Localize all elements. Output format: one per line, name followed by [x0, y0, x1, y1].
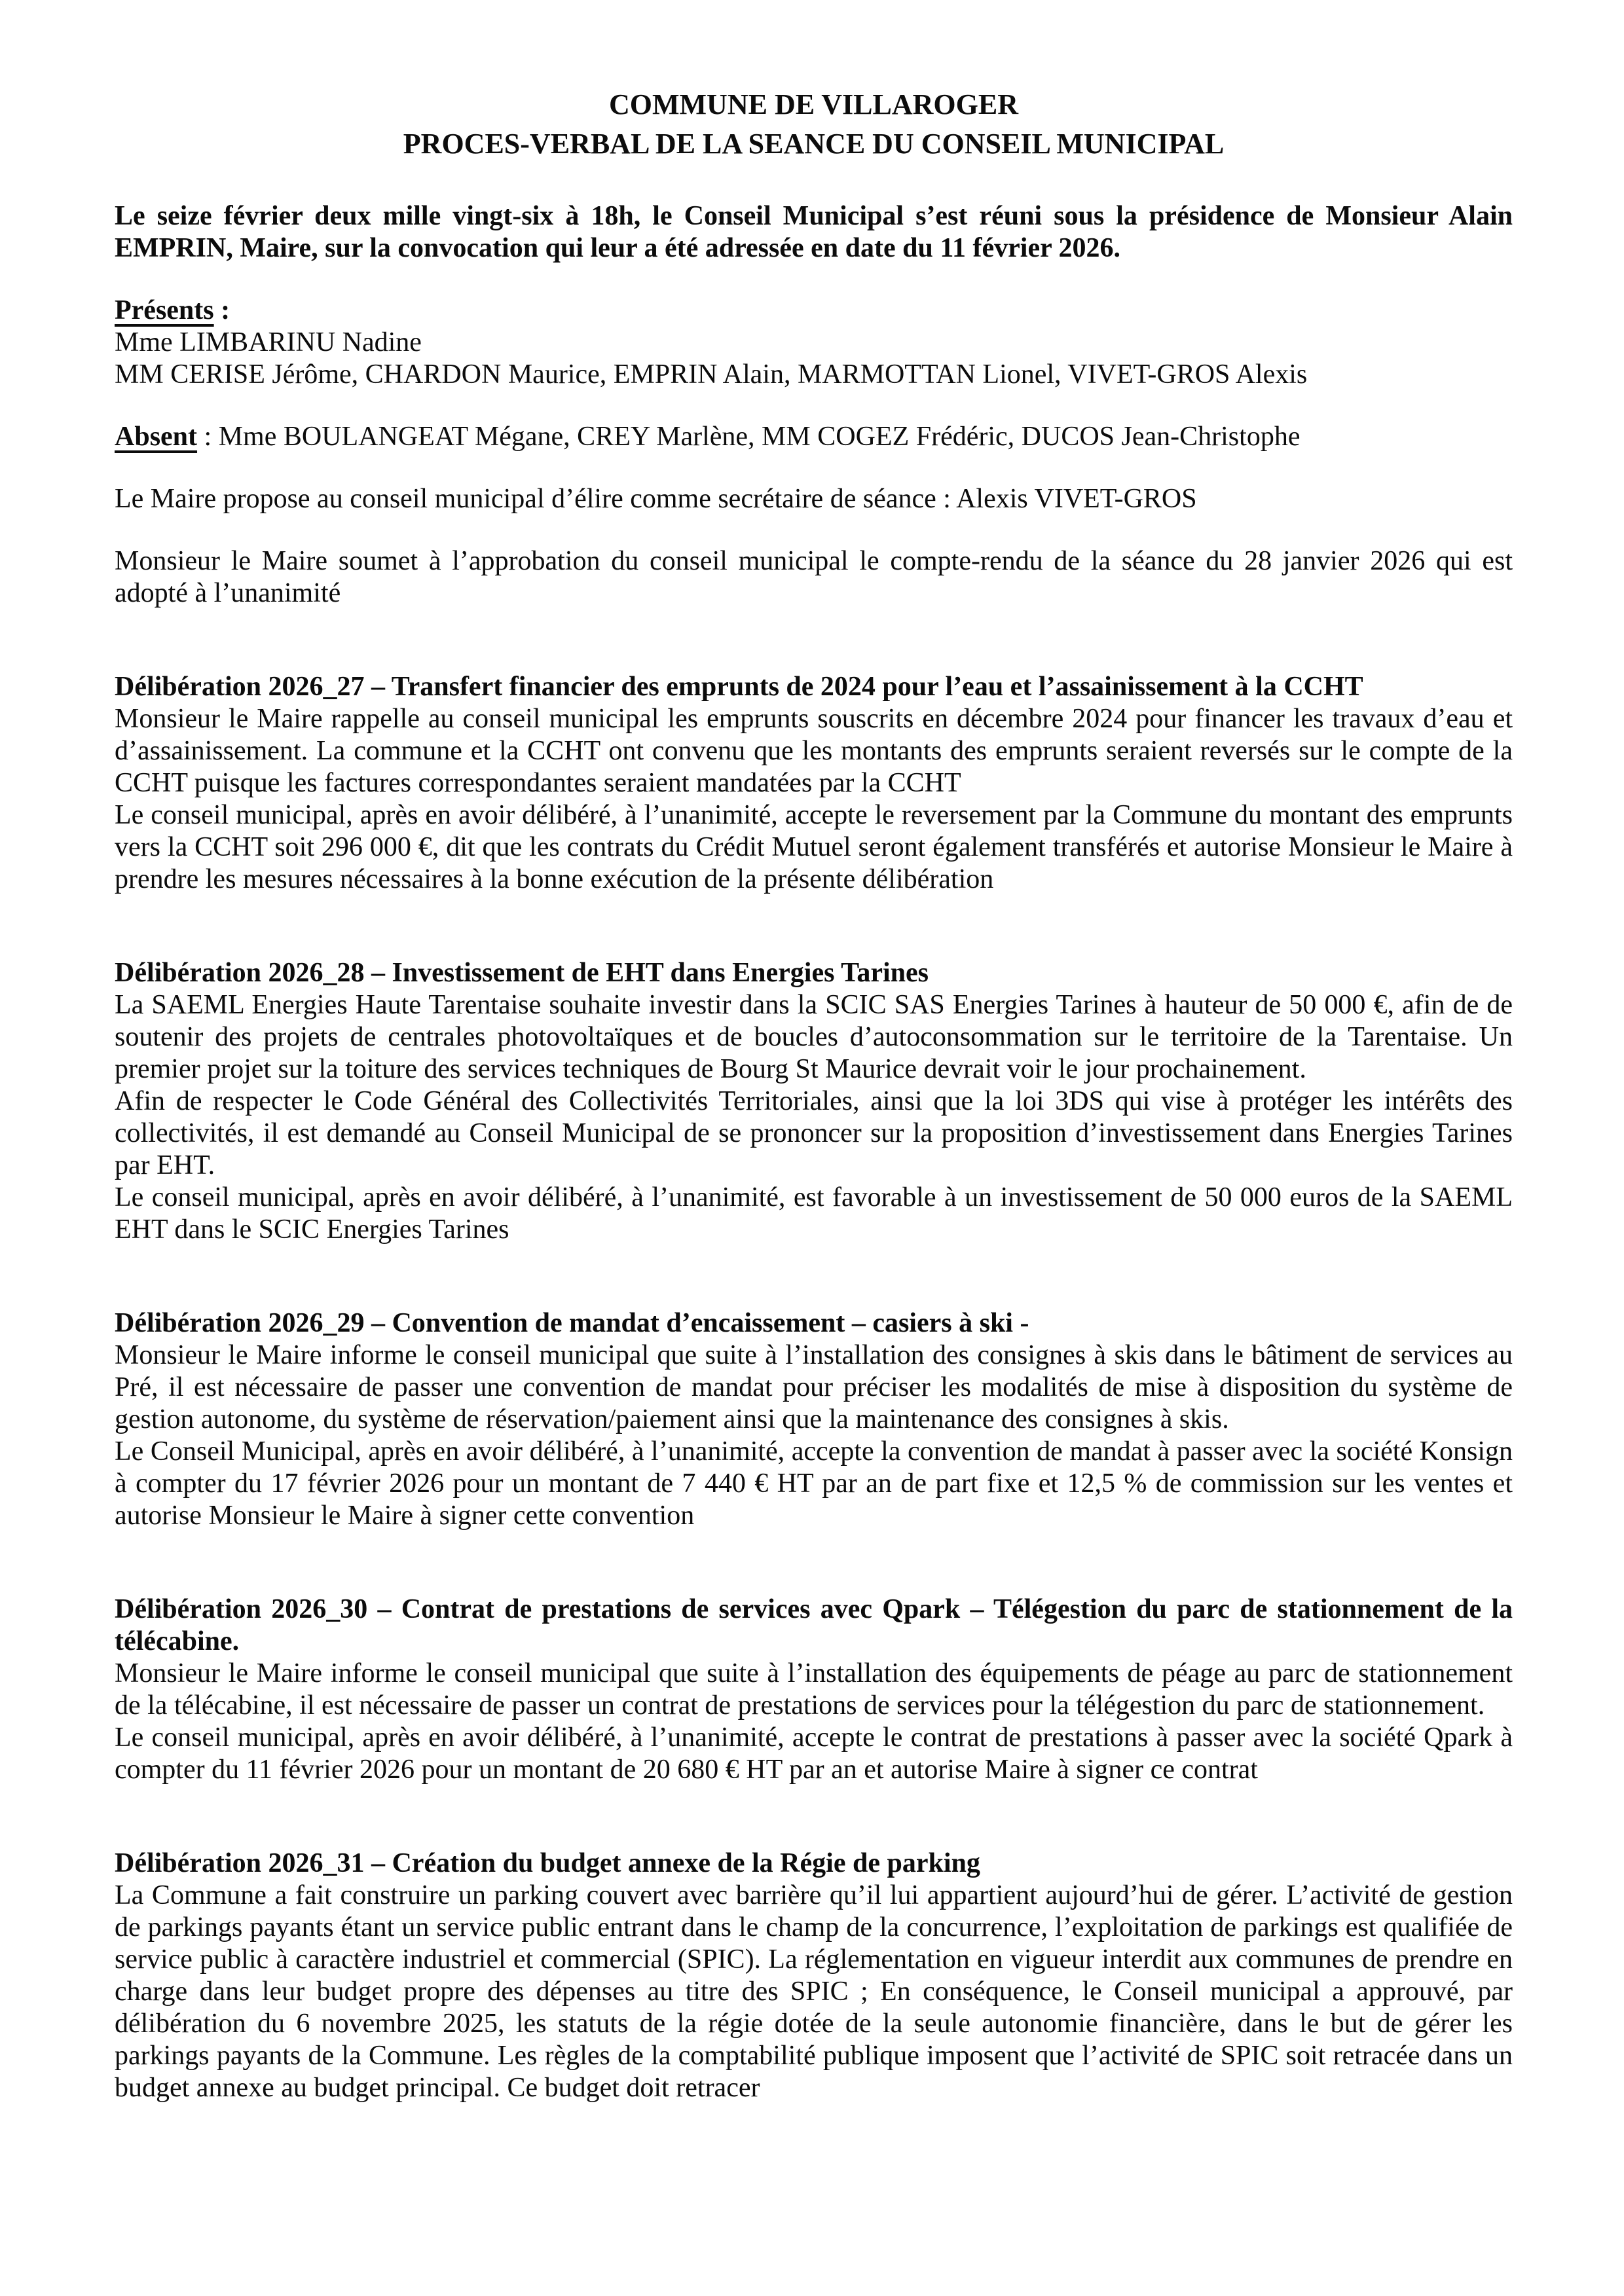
deliberation-2026-30-paragraph-2: Le conseil municipal, après en avoir délibéré, à l’unanimité, accepte le contrat de prestations à passer avec la société Qpark à compter du 11 février 2026 pour un montant de 20 680 € HT par an et autorise Maire à signer ce contrat [115, 1722, 1513, 1785]
secretary-line: Le Maire propose au conseil municipal d’élire comme secrétaire de séance : Alexis VIVET-GROS [115, 484, 1197, 514]
absent-line [115, 421, 1513, 453]
deliberation-title-2026-28: Délibération 2026_28 – Investissement de EHT dans Energies Tarines [115, 958, 929, 988]
presents-row-1: Mme LIMBARINU Nadine [115, 327, 422, 357]
deliberation-2026-27-paragraph-1: Monsieur le Maire rappelle au conseil municipal les emprunts souscrits en décembre 2024 pour financer les travaux d’eau et d’assainissement. La commune et la CCHT ont convenu que les montants des emprunts seraient reversés sur le compte de la CCHT puisque les factures correspondantes seraient mandatées par la CCHT [115, 704, 1513, 798]
deliberation-section-2026-31 [115, 1848, 1513, 2104]
deliberation-section-2026-29 [115, 1307, 1513, 1532]
absent-list: : Mme BOULANGEAT Mégane, CREY Marlène, MM COGEZ Frédéric, DUCOS Jean-Christophe [197, 422, 1301, 452]
title-line-commune: COMMUNE DE VILLAROGER [608, 88, 1018, 120]
approval-paragraph: Monsieur le Maire soumet à l’approbation du conseil municipal le compte-rendu de la séance du 28 janvier 2026 qui est adopté à l’unanimité [115, 546, 1513, 608]
deliberation-title-2026-27: Délibération 2026_27 – Transfert financier des emprunts de 2024 pour l’eau et l’assainissement à la CCHT [115, 672, 1363, 702]
deliberation-2026-28-paragraph-1: La SAEML Energies Haute Tarentaise souhaite investir dans la SCIC SAS Energies Tarines à hauteur de 50 000 €, afin de de soutenir des projets de centrales photovoltaïques et de boucles d’autoconsommation sur le territoire de la Tarentaise. Un premier projet sur la toiture des services techniques de Bourg St Maurice devrait voir le jour prochainement. [115, 990, 1513, 1084]
presents-row-2: MM CERISE Jérôme, CHARDON Maurice, EMPRIN Alain, MARMOTTAN Lionel, VIVET-GROS Alexis [115, 359, 1308, 390]
presents-heading [115, 295, 1513, 327]
presents-label: Présents [115, 295, 214, 325]
deliberation-2026-31-paragraph-1: La Commune a fait construire un parking couvert avec barrière qu’il lui appartient aujourd’hui de gérer. L’activité de gestion de parkings payants étant un service public entrant dans le champ de la concurrence, l’exploitation de parkings est qualifiée de service public à caractère industriel et commercial (SPIC). La réglementation en vigueur interdit aux communes de prendre en charge dans leur budget propre des dépenses au titre des SPIC ; En conséquence, le Conseil municipal a approuvé, par délibération du 6 novembre 2025, les statuts de la régie dotée de la seule autonomie financière, dans le but de gérer les parkings payants de la Commune. Les règles de la comptabilité publique imposent que l’activité de SPIC soit retracée dans un budget annexe au budget principal. Ce budget doit retracer [115, 1880, 1513, 2103]
deliberation-section-2026-30 [115, 1594, 1513, 1786]
document-title [115, 85, 1513, 164]
deliberation-title-2026-30: Délibération 2026_30 – Contrat de prestations de services avec Qpark – Télégestion du parc de stationnement de la télécabine. [115, 1594, 1513, 1656]
deliberation-section-2026-28 [115, 957, 1513, 1246]
deliberation-2026-29-paragraph-2: Le Conseil Municipal, après en avoir délibéré, à l’unanimité, accepte la convention de mandat à passer avec la société Konsign à compter du 17 février 2026 pour un montant de 7 440 € HT par an de part fixe et 12,5 % de commission sur les ventes et autorise Monsieur le Maire à signer cette convention [115, 1436, 1513, 1531]
deliberation-2026-28-paragraph-2: Afin de respecter le Code Général des Collectivités Territoriales, ainsi que la loi 3DS qui vise à protéger les intérêts des collectivités, il est demandé au Conseil Municipal de se prononcer sur la proposition d’investissement dans Energies Tarines par EHT. [115, 1086, 1513, 1180]
deliberation-2026-28-paragraph-3: Le conseil municipal, après en avoir délibéré, à l’unanimité, est favorable à un investissement de 50 000 euros de la SAEML EHT dans le SCIC Energies Tarines [115, 1182, 1513, 1245]
absent-label: Absent [115, 422, 198, 452]
deliberation-title-2026-29: Délibération 2026_29 – Convention de mandat d’encaissement – casiers à ski - [115, 1308, 1029, 1338]
deliberation-title-2026-31: Délibération 2026_31 – Création du budget annexe de la Régie de parking [115, 1848, 980, 1878]
title-line-proces-verbal: PROCES-VERBAL DE LA SEANCE DU CONSEIL MUNICIPAL [403, 128, 1225, 160]
deliberation-2026-27-paragraph-2: Le conseil municipal, après en avoir délibéré, à l’unanimité, accepte le reversement par la Commune du montant des emprunts vers la CCHT soit 296 000 €, dit que les contrats du Crédit Mutuel seront également transférés et autorise Monsieur le Maire à prendre les mesures nécessaires à la bonne exécution de la présente délibération [115, 800, 1513, 894]
presents-colon: : [213, 295, 231, 325]
deliberation-section-2026-27 [115, 671, 1513, 896]
intro-paragraph: Le seize février deux mille vingt-six à 18h, le Conseil Municipal s’est réuni sous la présidence de Monsieur Alain EMPRIN, Maire, sur la convocation qui leur a été adressée en date du 11 février 2026. [115, 201, 1513, 263]
deliberation-2026-29-paragraph-1: Monsieur le Maire informe le conseil municipal que suite à l’installation des consignes à skis dans le bâtiment de services au Pré, il est nécessaire de passer une convention de mandat pour préciser les modalités de mise à disposition du système de gestion autonome, du système de réservation/paiement ainsi que la maintenance des consignes à skis. [115, 1340, 1513, 1434]
deliberation-2026-30-paragraph-1: Monsieur le Maire informe le conseil municipal que suite à l’installation des équipements de péage au parc de stationnement de la télécabine, il est nécessaire de passer un contrat de prestations de services pour la télégestion du parc de stationnement. [115, 1658, 1513, 1721]
